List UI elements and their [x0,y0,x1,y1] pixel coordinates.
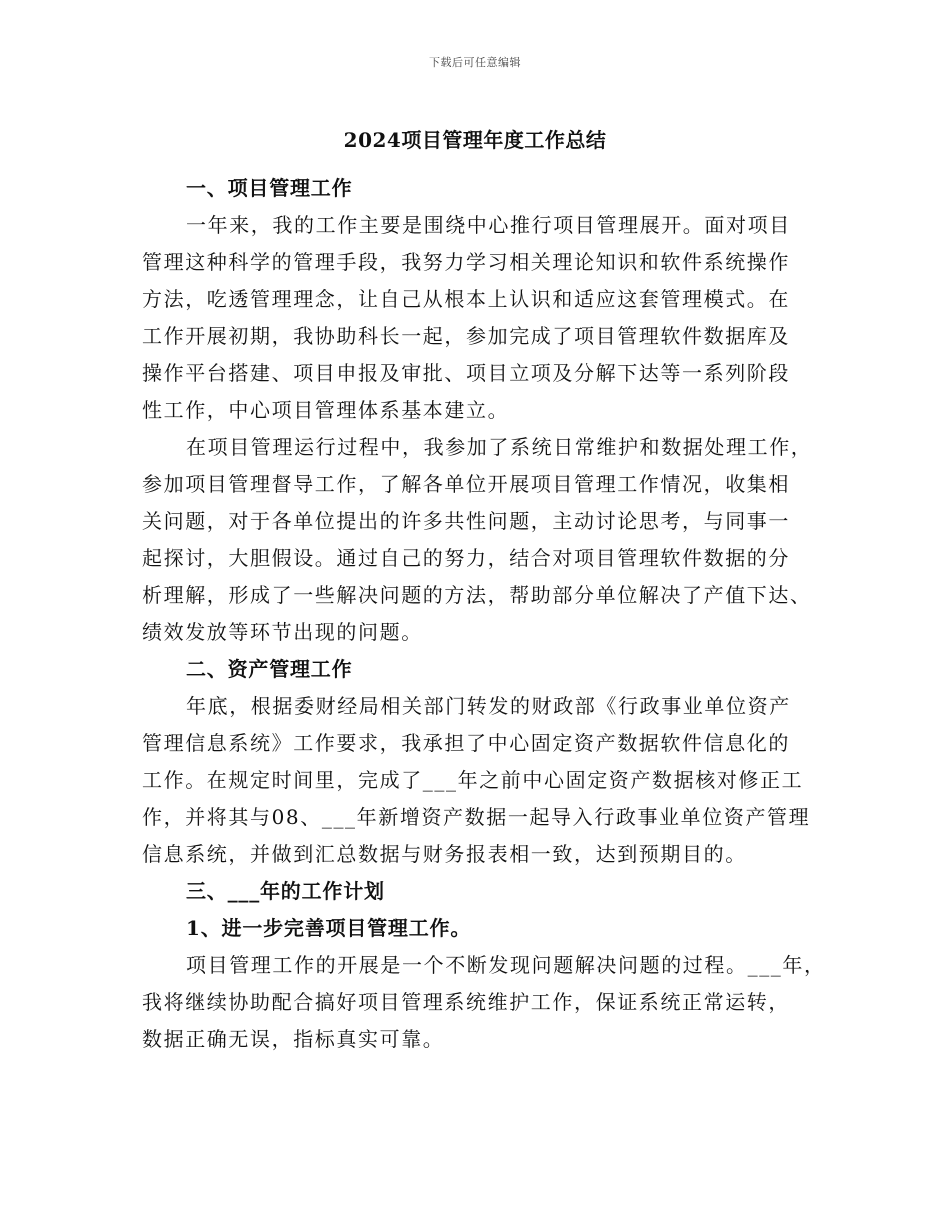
section-heading: 三、___年的工作计划 [186,879,385,903]
paragraph-line: 项目管理工作的开展是一个不断发现问题解决问题的过程。___年， [186,953,826,977]
section-heading: 一、项目管理工作 [186,176,353,200]
header-note: 下载后可任意编辑 [429,56,521,69]
paragraph-line: 工作。在规定时间里，完成了___年之前中心固定资产数据核对修正工 [142,768,804,792]
paragraph-line: 参加项目管理督导工作，了解各单位开展项目管理工作情况，收集相 [142,472,790,496]
paragraph-line: 在项目管理运行过程中，我参加了系统日常维护和数据处理工作， [186,435,813,459]
paragraph-line: 数据正确无误，指标真实可靠。 [142,1027,445,1051]
paragraph-line: 我将继续协助配合搞好项目管理系统维护工作，保证系统正常运转， [142,990,790,1014]
paragraph-line: 年底，根据委财经局相关部门转发的财政部《行政事业单位资产 [186,694,791,718]
section-heading: 1、进一步完善项目管理工作。 [186,916,472,940]
paragraph-line: 起探讨，大胆假设。通过自己的努力，结合对项目管理软件数据的分 [142,546,790,570]
paragraph-line: 作，并将其与08、___年新增资产数据一起导入行政事业单位资产管理 [142,805,811,829]
document-body [142,170,826,1058]
paragraph-line: 管理这种科学的管理手段，我努力学习相关理论知识和软件系统操作 [142,250,790,274]
paragraph-line: 信息系统，并做到汇总数据与财务报表相一致，达到预期目的。 [142,842,747,866]
paragraph-line: 方法，吃透管理理念，让自己从根本上认识和适应这套管理模式。在 [142,287,790,311]
paragraph-line: 关问题，对于各单位提出的许多共性问题，主动讨论思考，与同事一 [142,509,790,533]
paragraph-line: 一年来，我的工作主要是围绕中心推行项目管理展开。面对项目 [186,213,791,237]
section-heading: 二、资产管理工作 [186,657,353,681]
paragraph-line: 工作开展初期，我协助科长一起，参加完成了项目管理软件数据库及 [142,324,790,348]
paragraph-line: 管理信息系统》工作要求，我承担了中心固定资产数据软件信息化的 [142,731,790,755]
paragraph-line: 绩效发放等环节出现的问题。 [142,620,423,644]
document-title: 2024项目管理年度工作总结 [343,128,607,152]
paragraph-line: 析理解，形成了一些解决问题的方法，帮助部分单位解决了产值下达、 [142,583,812,607]
paragraph-line: 操作平台搭建、项目申报及审批、项目立项及分解下达等一系列阶段 [142,361,790,385]
paragraph-line: 性工作，中心项目管理体系基本建立。 [142,398,510,422]
